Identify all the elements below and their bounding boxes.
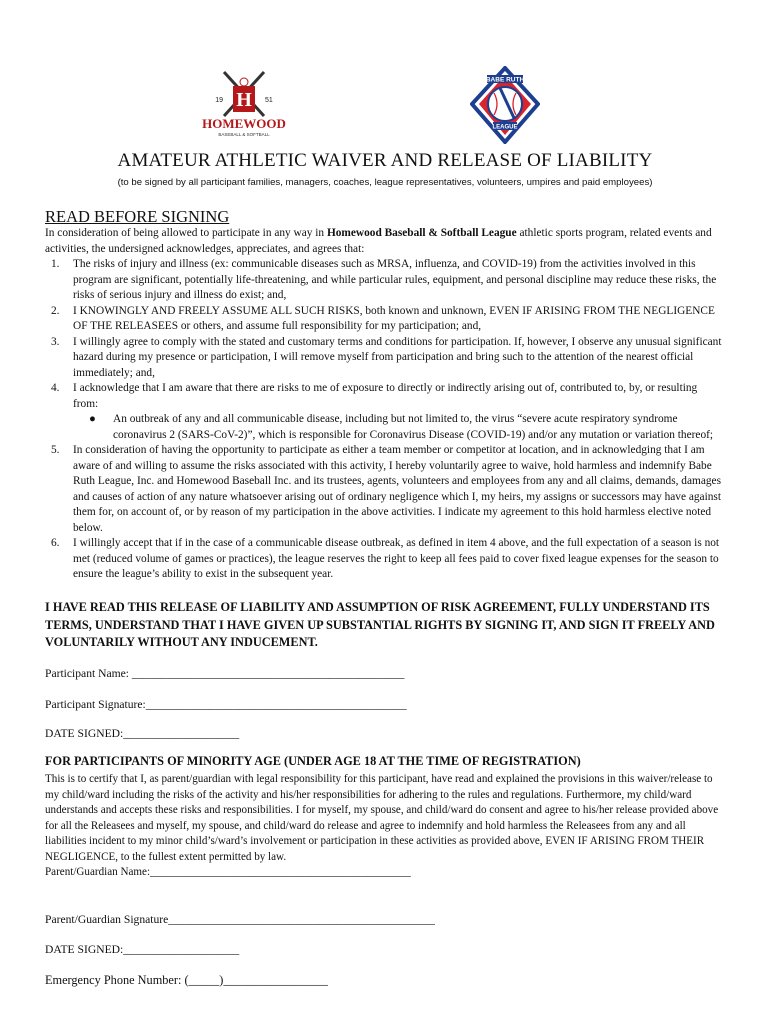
date-signed-field[interactable]: DATE SIGNED:____________________ — [45, 727, 240, 740]
sub-list-item: ● An outbreak of any and all communicable disease, including but not limited to, the virus “severe acute respiratory syndrome coronavirus 2 (SARS-CoV-2)”, which is responsible for Coronavirus Disease (COVID-19) and/or any mutation or variation thereof; — [89, 413, 714, 441]
document-title: AMATEUR ATHLETIC WAIVER AND RELEASE OF LIABILITY — [117, 150, 653, 171]
participant-name-field[interactable]: Participant Name: _______________________________________________ — [45, 667, 405, 680]
svg-text:BASEBALL & SOFTBALL: BASEBALL & SOFTBALL — [218, 132, 270, 137]
svg-text:H: H — [236, 89, 252, 111]
svg-text:HOMEWOOD: HOMEWOOD — [202, 116, 286, 131]
svg-text:BABE RUTH: BABE RUTH — [485, 76, 525, 84]
svg-text:51: 51 — [265, 97, 273, 104]
list-item: 6. I willingly accept that if in the case of a communicable disease outbreak, as defined in item 4 above, and the full expectation of a season is not met (reduced volume of games or practices), the league reserves the right to keep all fees paid to cover fixed league expenses for the season to ensure the league’s ability to exist in the subsequent year. — [51, 537, 720, 580]
participant-signature-field[interactable]: Participant Signature:_____________________________________________ — [45, 698, 407, 711]
parent-date-signed-field[interactable]: DATE SIGNED:____________________ — [45, 943, 240, 956]
parent-signature-field[interactable]: Parent/Guardian Signature______________________________________________ — [45, 913, 435, 926]
document-subtitle: (to be signed by all participant families, managers, coaches, league representatives, volunteers, umpires and paid employees) — [117, 177, 653, 188]
svg-text:LEAGUE: LEAGUE — [492, 124, 518, 131]
waiver-body — [45, 226, 725, 583]
list-item: 3. I willingly agree to comply with the stated and customary terms and conditions for participation. If, however, I observe any unusual significant hazard during my presence or participation, I will remove myself from participation and bring such to the attention of the nearest official immediately; and, — [51, 335, 722, 379]
homewood-logo — [196, 70, 292, 140]
minor-section-body — [45, 772, 725, 881]
list-item: 1. The risks of injury and illness (ex: communicable diseases such as MRSA, influenza, and COVID-19) from the activities involved in this program are significant, potentially life-threatening, and while particular rules, equipment, and personal discipline may reduce these risks, the risks of serious injury and illness do exist; and, — [51, 258, 717, 301]
league-name: Homewood Baseball & Softball League — [326, 227, 517, 239]
list-item: 4. I acknowledge that I am aware that there are risks to me of exposure to directly or indirectly arising out of, contributed to, by, or resulting from: ● An outbreak of any and all communicable disease, including but not limited to, the virus “severe acute respiratory syndrome coronavirus 2 (SARS-CoV-2)”, which is responsible for Coronavirus Disease (COVID-19) and/or any mutation or variation thereof; — [45, 381, 725, 443]
header-logos — [0, 66, 770, 146]
sub-list — [73, 412, 725, 443]
svg-text:19: 19 — [215, 97, 223, 104]
intro-paragraph: In consideration of being allowed to participate in any way in Homewood Baseball & Softball League athletic sports program, related events and activities, the undersigned acknowledges, appreciates, and agrees that: — [45, 227, 712, 255]
parent-name-field[interactable]: Parent/Guardian Name:_______________________________________________ — [45, 866, 411, 878]
bullet-icon: ● — [89, 413, 96, 425]
terms-list — [45, 257, 725, 583]
emergency-phone-field[interactable]: Emergency Phone Number: (_____)_________________ — [45, 973, 328, 987]
guardian-certification: This is to certify that I, as parent/guardian with legal responsibility for this participant, have read and explained the provisions in this waiver/release to my child/ward including the risks of the activity and his/her responsibilities for adhering to the rules and regulations. Furthermore, my child/ward understands and accepts these risks and responsibilities. I for myself, my spouse, and child/ward do consent and agree to his/her release provided above for all the Releasees and myself, my spouse, and child/ward do release and agree to indemnify and hold harmless the Releasees from any and all liabilities incident to my minor child’s/ward’s involvement or participation in these activities as provided above, EVEN IF ARISING FROM THEIR NEGLIGENCE, to the fullest extent permitted by law. — [45, 773, 719, 863]
babe-ruth-league-logo — [470, 66, 540, 144]
list-item: 5. In consideration of having the opportunity to participate as either a team member or competitor at location, and in acknowledging that I am aware of and willing to assume the risks associated with this activity, I hereby voluntarily agree to waive, hold harmless and indemnify Babe Ruth League, Inc. and Homewood Baseball Inc. and its trustees, agents, volunteers and employees from any and all claims, demands, damages and causes of action of any nature whatsoever arising out of ordinary negligence which I, my heirs, my assigns or successors may have against them for, on account of, or by reason of my participation in the above activities. I indicate my agreement to this hold harmless elective noted below. — [51, 444, 721, 534]
acknowledgement-statement: I HAVE READ THIS RELEASE OF LIABILITY AND ASSUMPTION OF RISK AGREEMENT, FULLY UNDERSTAND ITS TERMS, UNDERSTAND THAT I HAVE GIVEN UP SUBSTANTIAL RIGHTS BY SIGNING IT, AND SIGN IT FREELY AND VOLUNTARILY WITHOUT ANY INDUCEMENT. — [45, 600, 715, 649]
list-item: 2. I KNOWINGLY AND FREELY ASSUME ALL SUCH RISKS, both known and unknown, EVEN IF ARISING FROM THE NEGLIGENCE OF THE RELEASEES or others, and assume full responsibility for my participation; and, — [51, 304, 715, 332]
minor-section-heading: FOR PARTICIPANTS OF MINORITY AGE (UNDER AGE 18 AT THE TIME OF REGISTRATION) — [45, 754, 581, 768]
section-heading: READ BEFORE SIGNING — [45, 207, 230, 226]
